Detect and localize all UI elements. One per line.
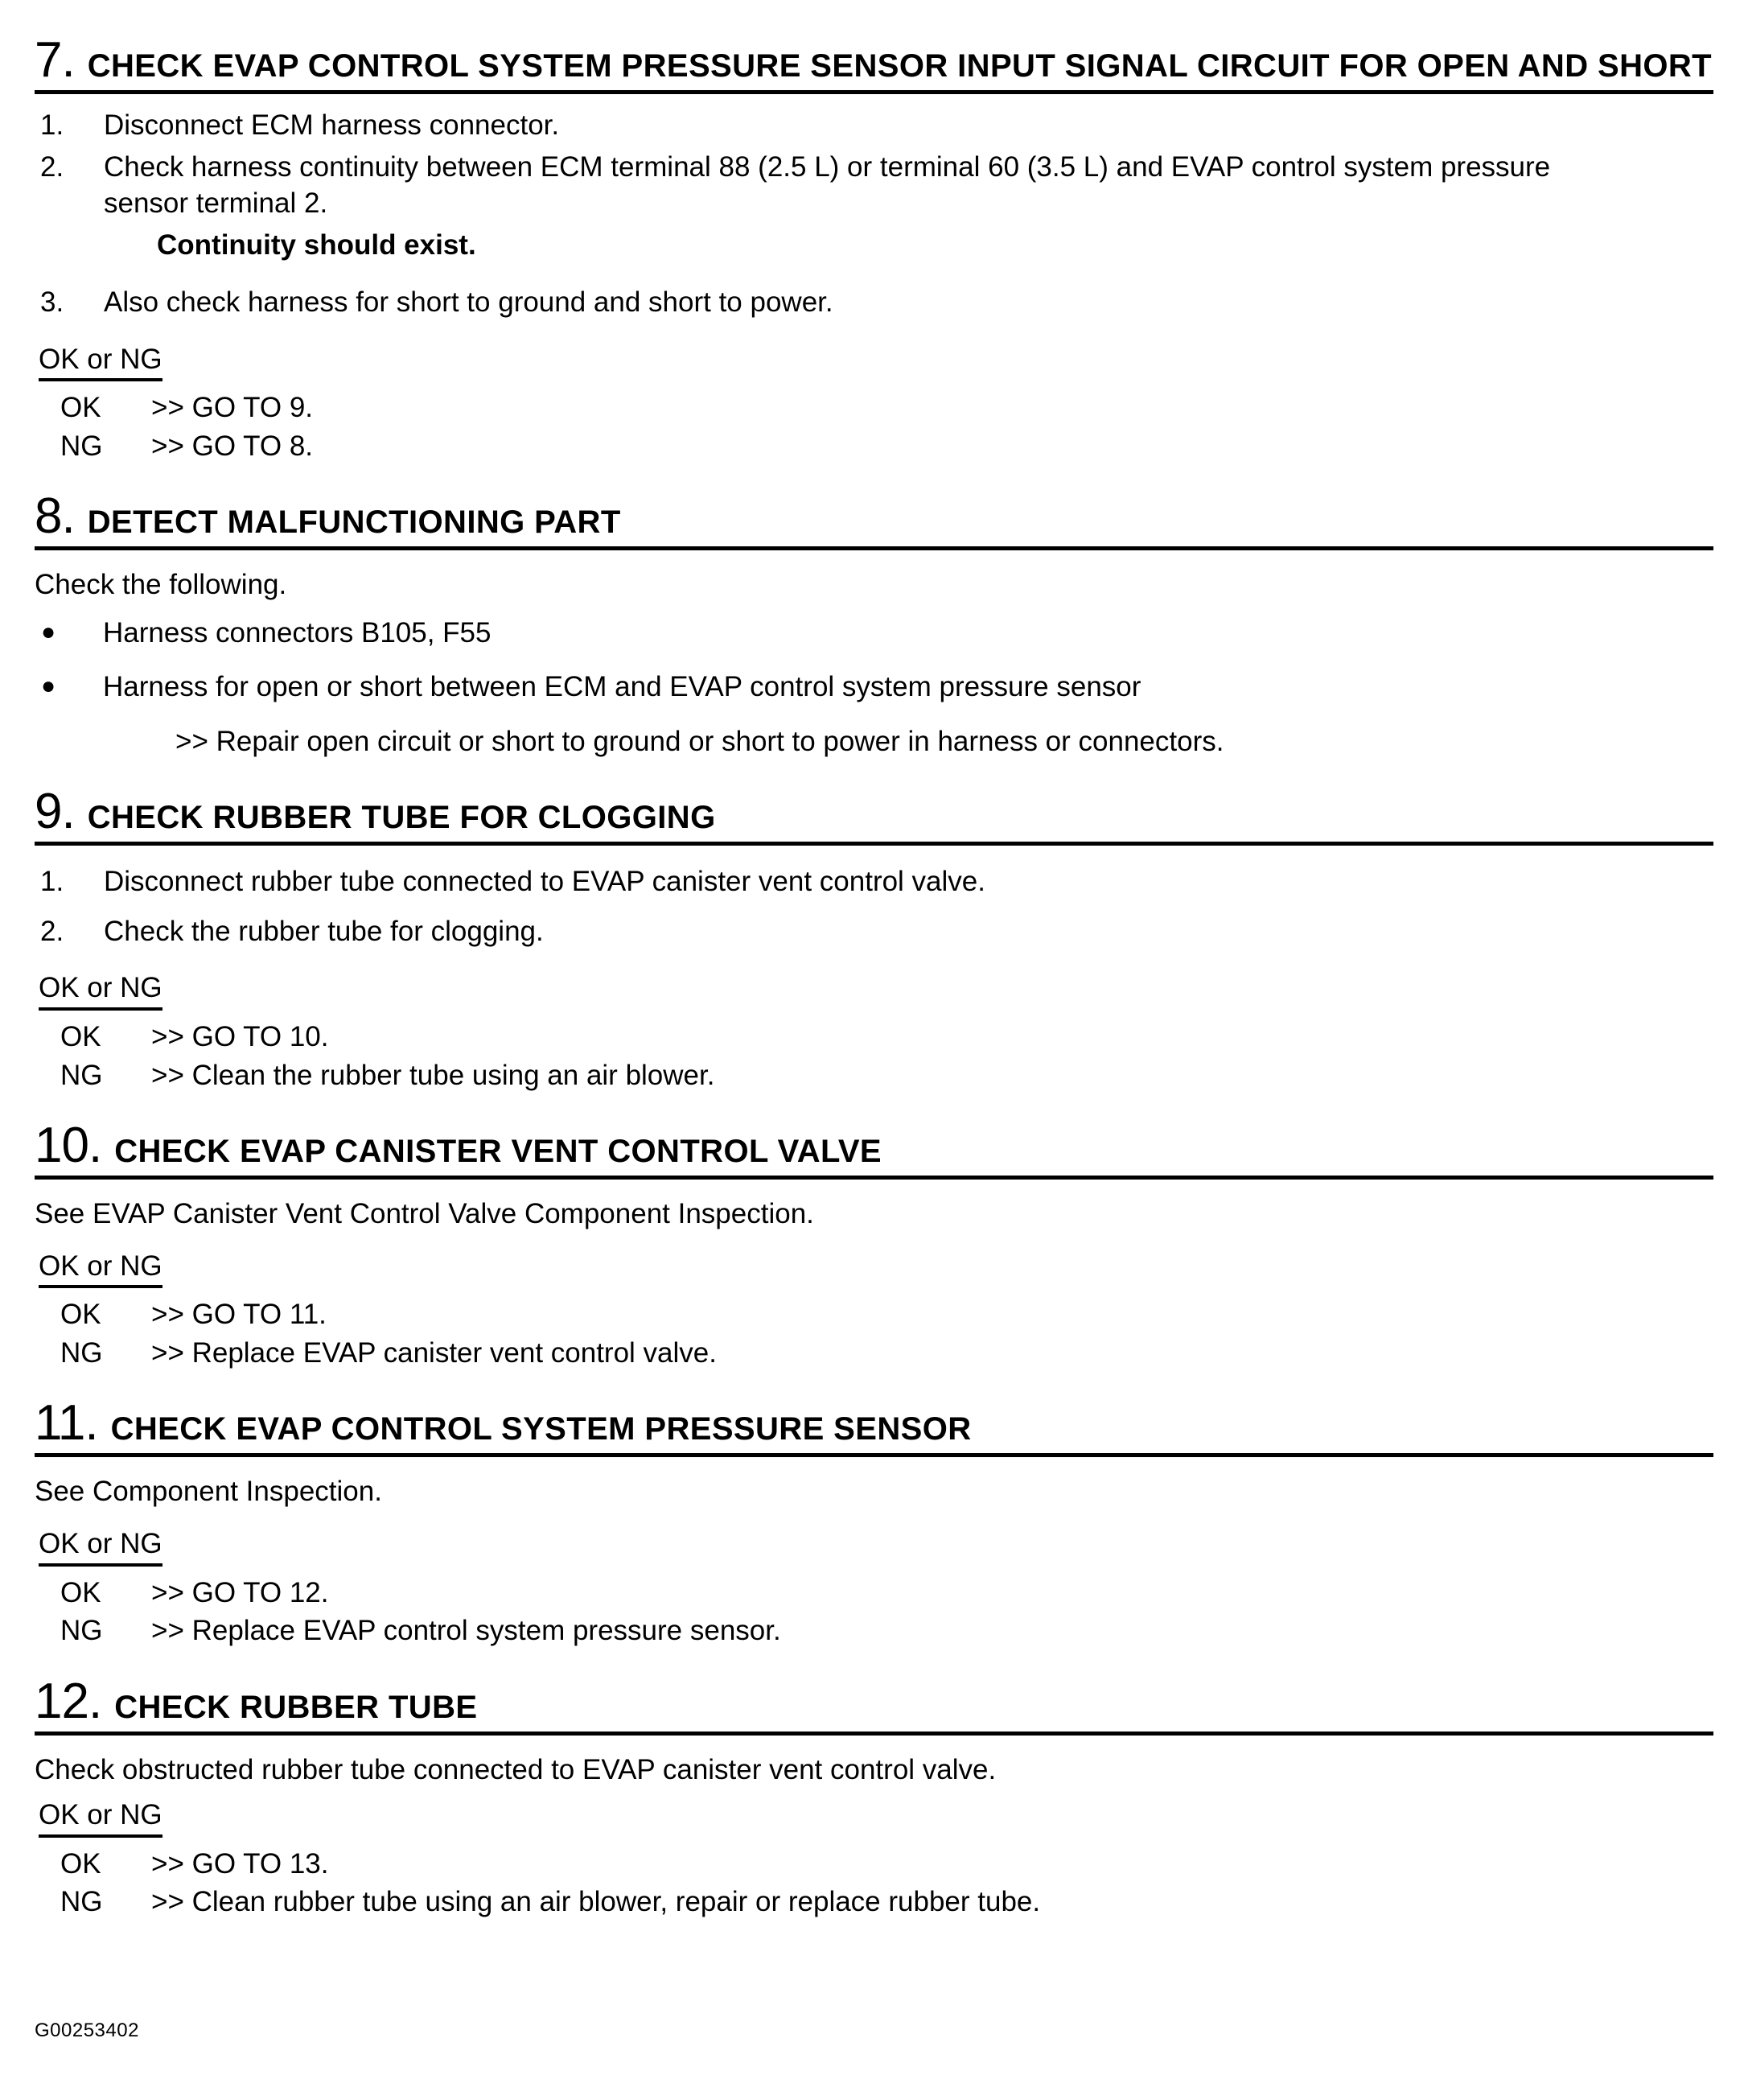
list-text: Harness for open or short between ECM and EVAP control system pressure sensor (103, 671, 1141, 703)
list-text: Check the rubber tube for clogging. (104, 915, 544, 947)
result-value: >> GO TO 11. (151, 1299, 327, 1331)
result-row (35, 1612, 1744, 1649)
step-section-7 (0, 0, 1744, 464)
step-number: 9. (35, 784, 75, 840)
step-section-12 (0, 1673, 1744, 1921)
bold-note: Continuity should exist. (157, 229, 476, 261)
intro-text: Check obstructed rubber tube connected to EVAP canister vent control valve. (35, 1753, 997, 1785)
numbered-list (35, 863, 1744, 949)
step-section-10 (0, 1118, 1744, 1371)
step-title: DETECT MALFUNCTIONING PART (87, 504, 621, 541)
result-value: >> Replace EVAP canister vent control valve. (151, 1336, 717, 1369)
step-number: 7. (35, 32, 75, 88)
list-item (35, 863, 1744, 900)
bullet-icon: ● (41, 673, 56, 700)
ok-or-ng-block (35, 954, 1744, 1093)
result-key: OK (60, 1847, 101, 1880)
step-body-8 (0, 566, 1744, 760)
list-item (35, 107, 1744, 144)
list-marker: 3. (40, 286, 64, 318)
step-section-9 (0, 784, 1744, 1093)
step-title: CHECK RUBBER TUBE FOR CLOGGING (87, 800, 716, 836)
result-value: >> GO TO 13. (151, 1847, 329, 1880)
result-row (35, 428, 1744, 465)
step-heading-11 (0, 1395, 1744, 1451)
list-item (35, 284, 1744, 321)
result-key: NG (60, 430, 103, 462)
result-key: OK (60, 392, 101, 424)
step-body-10 (0, 1196, 1744, 1371)
result-value: >> Replace EVAP control system pressure sensor. (151, 1615, 781, 1646)
result-row (35, 1335, 1744, 1372)
ok-or-ng-label: OK or NG (39, 1526, 162, 1567)
list-item (35, 615, 1744, 652)
result-key: NG (60, 1059, 103, 1091)
ok-or-ng-label: OK or NG (39, 970, 162, 1011)
step-number: 12. (35, 1673, 102, 1729)
step-body-7 (0, 107, 1744, 464)
step-heading-8 (0, 488, 1744, 545)
result-rows (35, 1019, 1744, 1093)
list-marker: 2. (40, 150, 64, 183)
step-title: CHECK RUBBER TUBE (114, 1689, 478, 1725)
step-title: CHECK EVAP CANISTER VENT CONTROL VALVE (114, 1134, 882, 1169)
step-title: CHECK EVAP CONTROL SYSTEM PRESSURE SENSOR INPUT SIGNAL CIRCUIT FOR OPEN AND SHORT (87, 48, 1712, 84)
step-heading-10 (0, 1118, 1744, 1173)
ok-or-ng-block (35, 1788, 1744, 1921)
result-row (35, 1575, 1744, 1612)
result-row (35, 1846, 1744, 1883)
result-value: >> GO TO 8. (151, 430, 314, 462)
step-body-11 (0, 1473, 1744, 1649)
intro-text: Check the following. (35, 569, 287, 601)
bullet-list (35, 615, 1744, 706)
list-item (35, 149, 1744, 222)
step-heading-12 (0, 1673, 1744, 1729)
step-number: 11. (35, 1395, 98, 1451)
section-divider (35, 90, 1713, 94)
result-value: >> GO TO 10. (151, 1021, 329, 1052)
list-item (35, 669, 1744, 706)
step-body-12 (0, 1752, 1744, 1921)
result-row (35, 1296, 1744, 1333)
result-rows (35, 1296, 1744, 1371)
result-row (35, 389, 1744, 426)
numbered-list (35, 107, 1744, 222)
section-divider (35, 1453, 1713, 1457)
bullet-icon: ● (41, 618, 56, 645)
intro-text: See Component Inspection. (35, 1476, 382, 1508)
list-item (35, 913, 1744, 950)
ok-or-ng-label: OK or NG (39, 1249, 162, 1289)
section-divider (35, 1731, 1713, 1736)
intro-text: See EVAP Canister Vent Control Valve Component Inspection. (35, 1198, 814, 1229)
step-heading-7 (0, 32, 1744, 88)
result-key: OK (60, 1576, 101, 1608)
list-text: Harness connectors B105, F55 (103, 616, 492, 649)
list-text: Check harness continuity between ECM terminal 88 (2.5 L) or terminal 60 (3.5 L) and EVAP control system pressure sensor terminal 2. (104, 150, 1551, 219)
result-rows (35, 1846, 1744, 1921)
ok-or-ng-block (35, 1510, 1744, 1649)
ok-or-ng-block (35, 1233, 1744, 1372)
result-key: NG (60, 1615, 103, 1646)
step-heading-9 (0, 784, 1744, 840)
footer-reference-code: G00253402 (35, 2020, 139, 2041)
step-number: 8. (35, 488, 75, 545)
step-section-11 (0, 1395, 1744, 1649)
ok-or-ng-block (35, 326, 1744, 465)
result-key: NG (60, 1886, 103, 1918)
numbered-list-continued (35, 284, 1744, 321)
list-text: Disconnect ECM harness connector. (104, 109, 560, 141)
action-text: >> Repair open circuit or short to ground or short to power in harness or connectors. (175, 725, 1224, 757)
result-value: >> GO TO 12. (151, 1576, 329, 1608)
result-rows (35, 389, 1744, 464)
result-key: OK (60, 1021, 101, 1052)
ok-or-ng-label: OK or NG (39, 342, 162, 382)
result-key: NG (60, 1336, 103, 1369)
section-divider (35, 1176, 1713, 1180)
result-row (35, 1884, 1744, 1921)
step-body-9 (0, 863, 1744, 1093)
result-row (35, 1019, 1744, 1056)
result-value: >> Clean the rubber tube using an air blower. (151, 1059, 715, 1091)
list-marker: 1. (40, 866, 64, 898)
list-text: Disconnect rubber tube connected to EVAP canister vent control valve. (104, 866, 985, 898)
ok-or-ng-label: OK or NG (39, 1797, 162, 1838)
result-value: >> Clean rubber tube using an air blower, repair or replace rubber tube. (151, 1886, 1041, 1918)
section-divider (35, 842, 1713, 846)
result-rows (35, 1575, 1744, 1649)
list-marker: 1. (40, 109, 64, 141)
result-row (35, 1057, 1744, 1094)
step-section-8 (0, 488, 1744, 760)
result-value: >> GO TO 9. (151, 392, 314, 424)
list-text: Also check harness for short to ground and short to power. (104, 286, 833, 318)
result-key: OK (60, 1299, 101, 1331)
step-title: CHECK EVAP CONTROL SYSTEM PRESSURE SENSOR (110, 1411, 972, 1447)
step-number: 10. (35, 1118, 102, 1173)
list-marker: 2. (40, 915, 64, 947)
section-divider (35, 546, 1713, 550)
